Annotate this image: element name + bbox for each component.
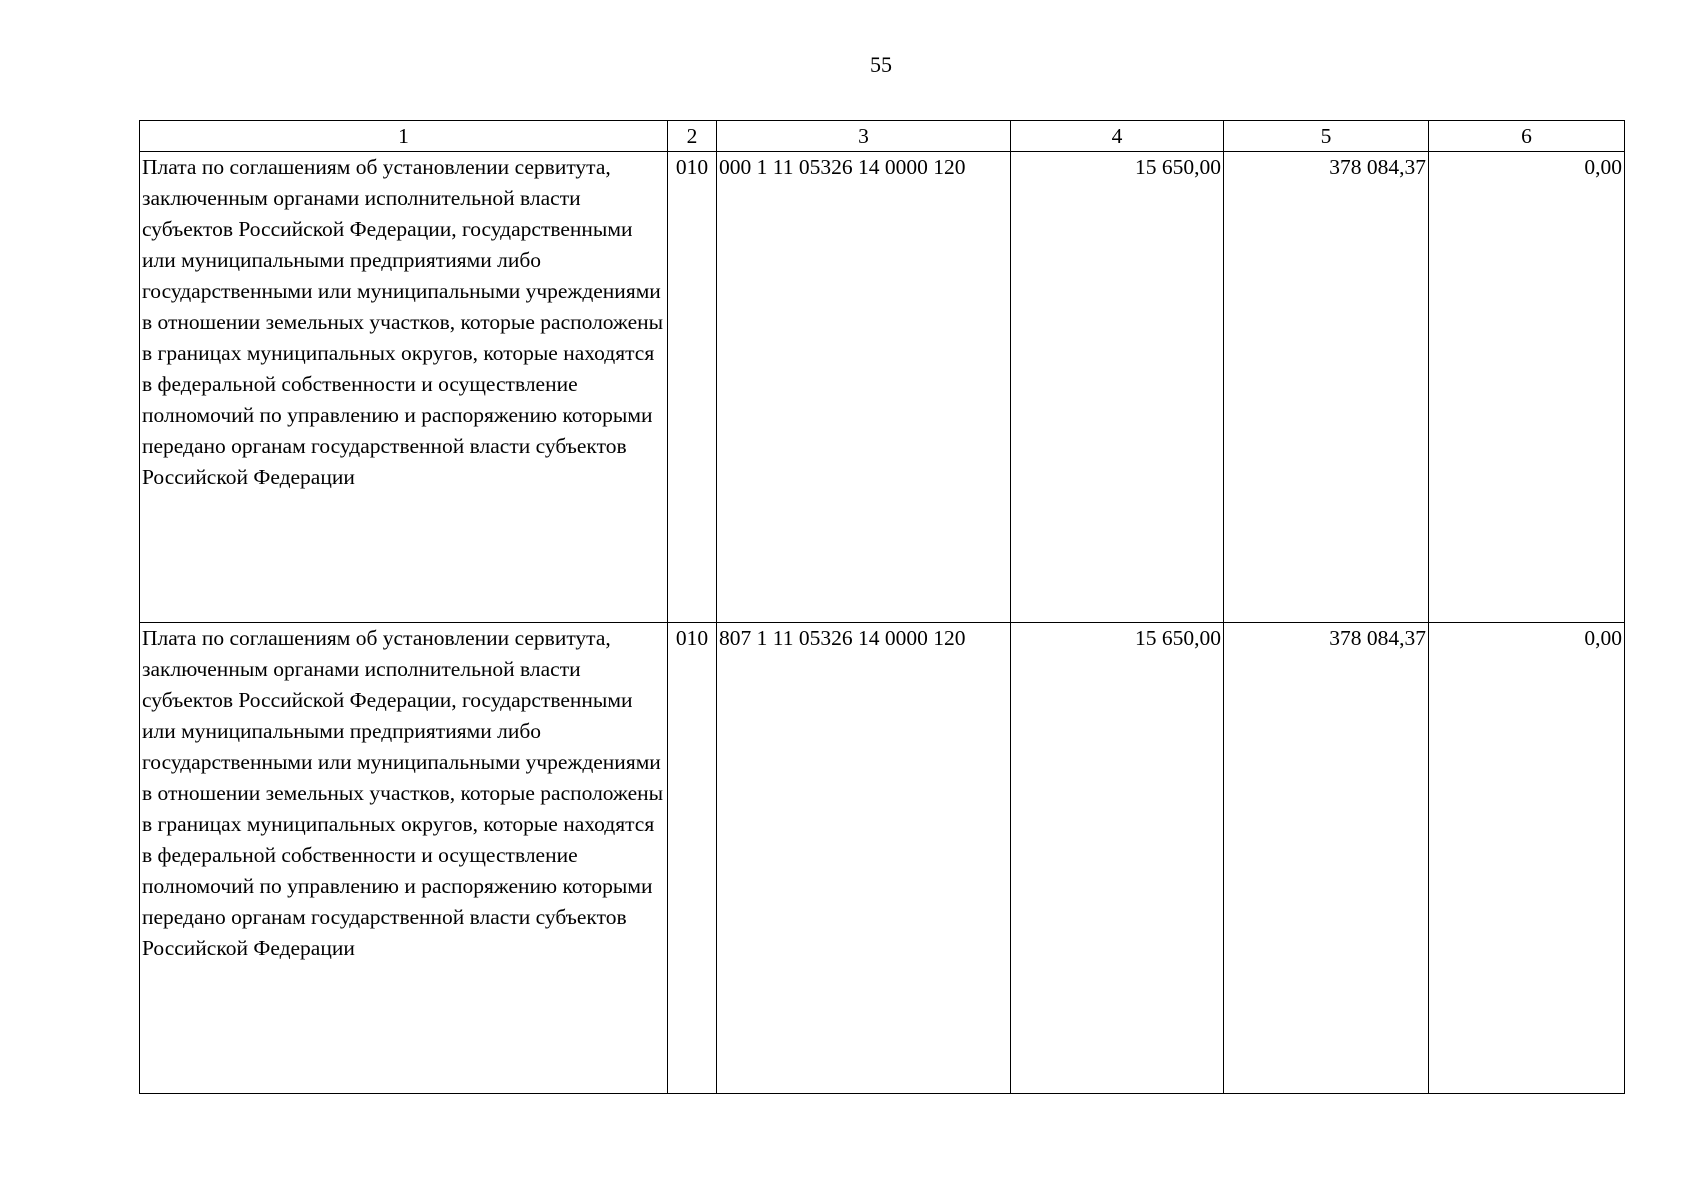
header-cell-6: 6	[1429, 121, 1625, 152]
header-cell-3: 3	[717, 121, 1011, 152]
col5-value-cell: 378 084,37	[1224, 152, 1429, 623]
table-row	[140, 152, 1625, 623]
budget-code-cell: 807 1 11 05326 14 0000 120	[717, 623, 1011, 1094]
header-cell-4: 4	[1011, 121, 1224, 152]
col4-value-cell: 15 650,00	[1011, 152, 1224, 623]
col6-value-cell: 0,00	[1429, 152, 1625, 623]
budget-code-cell: 000 1 11 05326 14 0000 120	[717, 152, 1011, 623]
row-code-cell: 010	[668, 152, 717, 623]
col4-value-cell: 15 650,00	[1011, 623, 1224, 1094]
header-cell-1: 1	[140, 121, 668, 152]
report-table	[139, 120, 1625, 1094]
header-cell-2: 2	[668, 121, 717, 152]
row-name-cell: Плата по соглашениям об установлении сервитута, заключенным органами исполнительной власти субъектов Российской Федерации, государственными или муниципальными предприятиями либо государственными или муниципальными учреждениями в отношении земельных участков, которые расположены в границах муниципальных округов, которые находятся в федеральной собственности и осуществление полномочий по управлению и распоряжению которыми передано органам государственной власти субъектов Российской Федерации	[140, 152, 668, 623]
page-number: 55	[870, 52, 892, 77]
row-name-cell: Плата по соглашениям об установлении сервитута, заключенным органами исполнительной власти субъектов Российской Федерации, государственными или муниципальными предприятиями либо государственными или муниципальными учреждениями в отношении земельных участков, которые расположены в границах муниципальных округов, которые находятся в федеральной собственности и осуществление полномочий по управлению и распоряжению которыми передано органам государственной власти субъектов Российской Федерации	[140, 623, 668, 1094]
header-cell-5: 5	[1224, 121, 1429, 152]
table-header-row	[140, 121, 1625, 152]
col5-value-cell: 378 084,37	[1224, 623, 1429, 1094]
row-code-cell: 010	[668, 623, 717, 1094]
col6-value-cell: 0,00	[1429, 623, 1625, 1094]
table-row	[140, 623, 1625, 1094]
